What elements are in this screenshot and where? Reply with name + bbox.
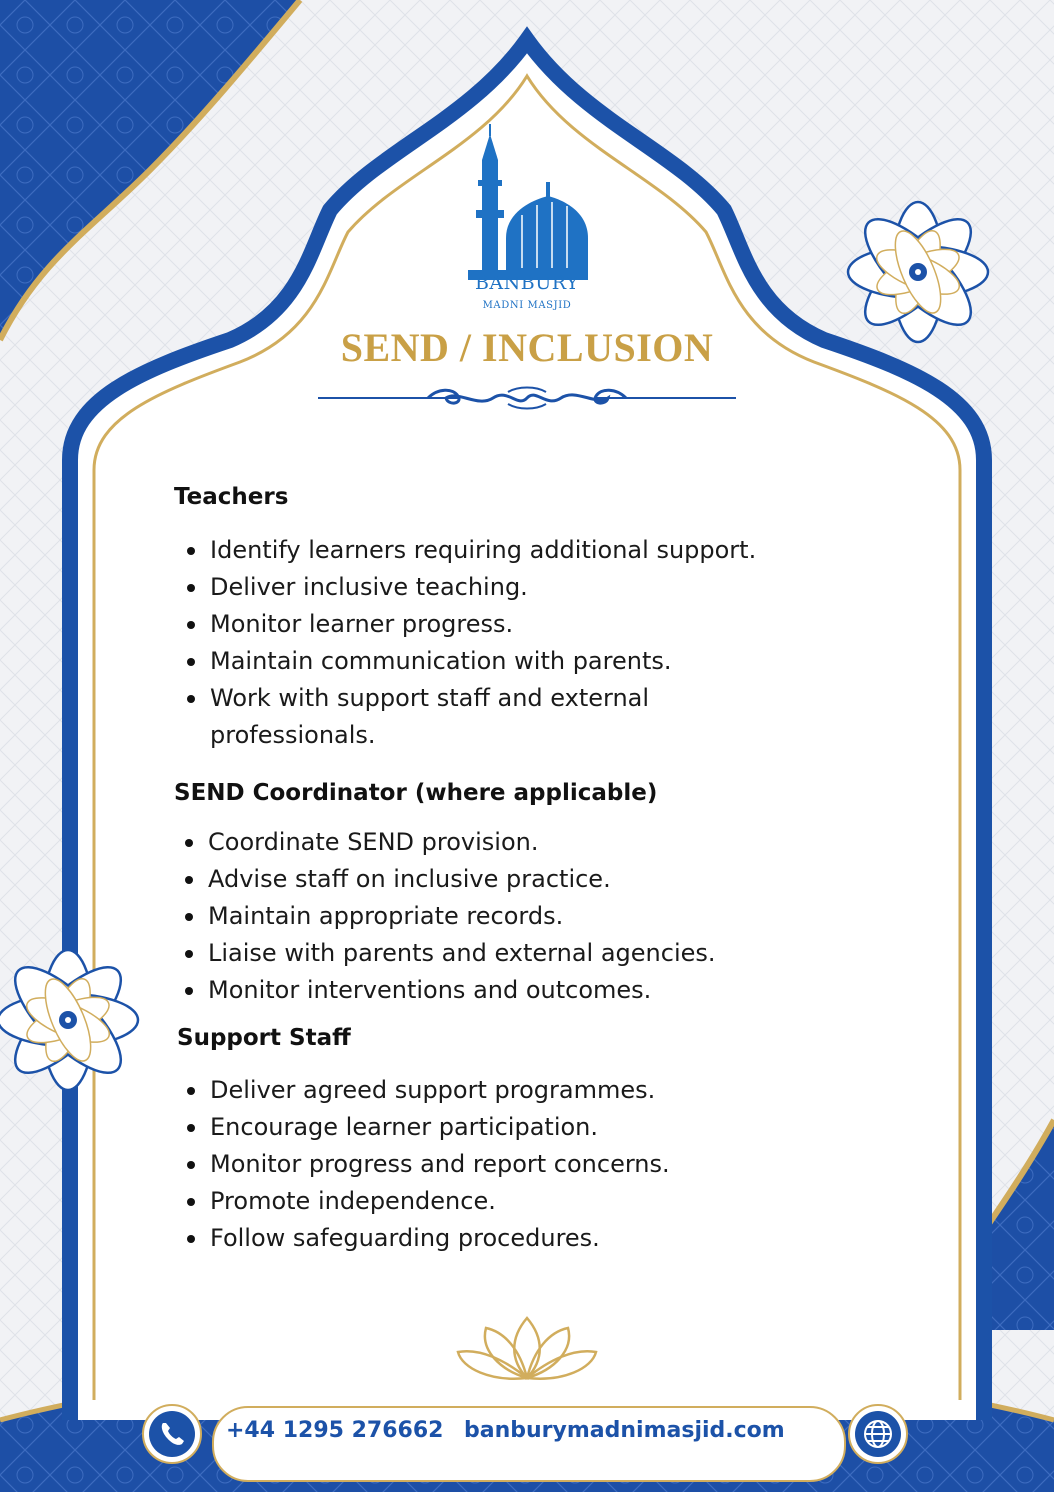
list-item: Maintain appropriate records.: [182, 898, 802, 935]
section-heading-teachers: Teachers: [174, 484, 289, 510]
section-heading-support-staff: Support Staff: [177, 1025, 351, 1051]
globe-icon[interactable]: [847, 1403, 909, 1465]
section-heading-send-coordinator: SEND Coordinator (where applicable): [174, 780, 658, 806]
website-link[interactable]: banburymadnimasjid.com: [464, 1418, 785, 1443]
teachers-list: [184, 532, 804, 754]
list-item: Monitor progress and report concerns.: [184, 1146, 804, 1183]
list-item: Deliver inclusive teaching.: [184, 569, 804, 606]
list-item: Monitor learner progress.: [184, 606, 804, 643]
list-item: Liaise with parents and external agencies.: [182, 935, 802, 972]
list-item: Advise staff on inclusive practice.: [182, 861, 802, 898]
list-item: Monitor interventions and outcomes.: [182, 972, 802, 1009]
page-title: SEND / INCLUSION: [340, 325, 714, 370]
logo-name: BANBURY: [474, 272, 580, 294]
list-item: Identify learners requiring additional support.: [184, 532, 804, 569]
logo-subtitle: MADNI MASJID: [482, 300, 572, 311]
list-item: Deliver agreed support programmes.: [184, 1072, 804, 1109]
phone-icon[interactable]: [141, 1403, 203, 1465]
list-item: Work with support staff and external professionals.: [184, 680, 730, 754]
list-item: Promote independence.: [184, 1183, 804, 1220]
divider-ornament: [318, 384, 736, 414]
support-staff-list: [184, 1072, 804, 1257]
list-item: Maintain communication with parents.: [184, 643, 804, 680]
phone-number[interactable]: +44 1295 276662: [226, 1418, 444, 1443]
list-item: Coordinate SEND provision.: [182, 824, 802, 861]
list-item: Follow safeguarding procedures.: [184, 1220, 804, 1257]
list-item: Encourage learner participation.: [184, 1109, 804, 1146]
send-coordinator-list: [182, 824, 802, 1009]
